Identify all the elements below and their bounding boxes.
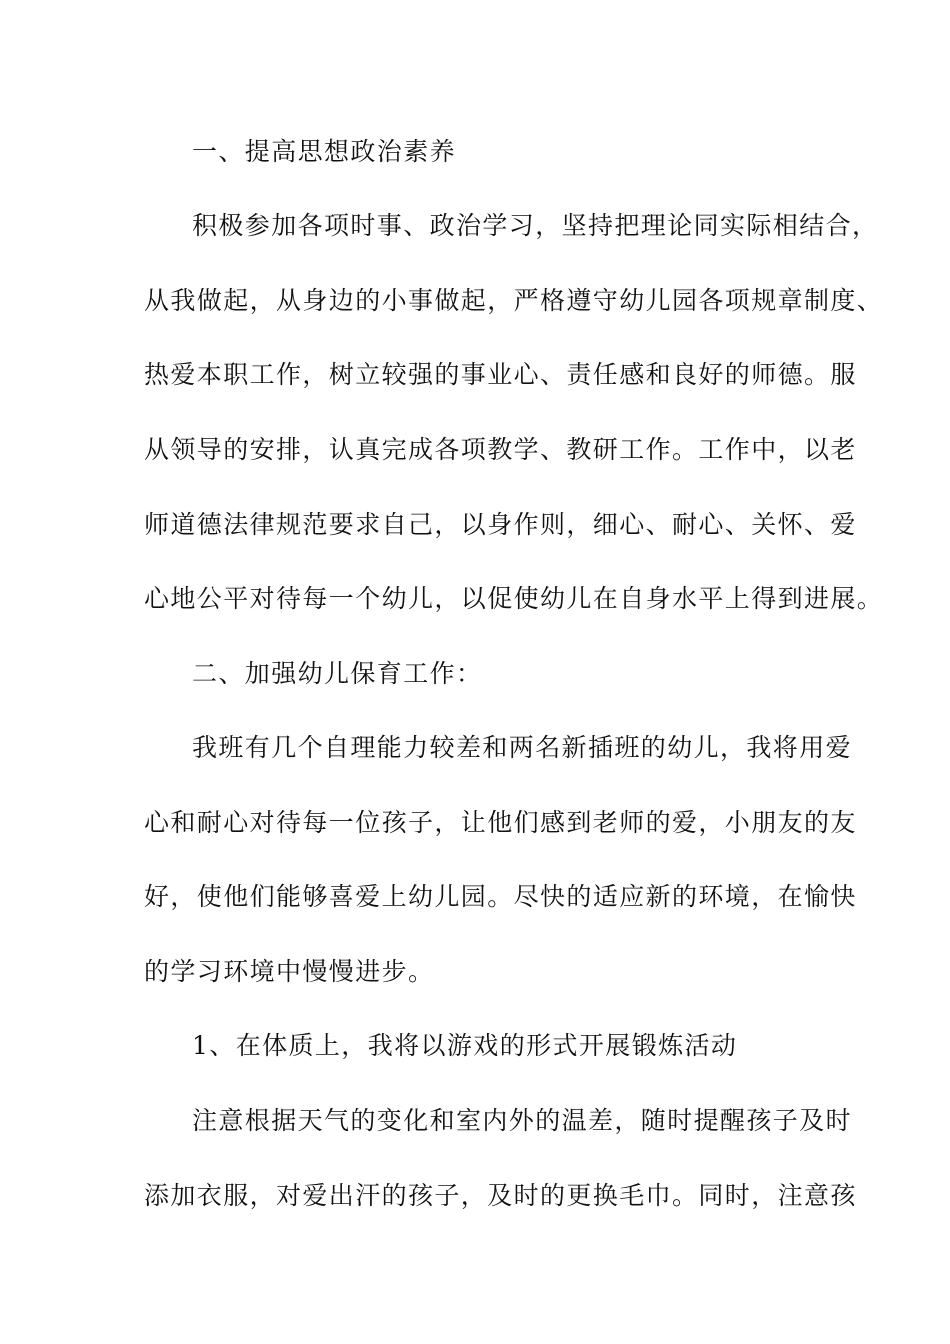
paragraph-line: 好，使他们能够喜爱上幼儿园。尽快的适应新的环境，在愉快 [144,882,857,911]
heading-childcare-work: 二、加强幼儿保育工作： [192,659,483,688]
paragraph-line: 注意根据天气的变化和室内外的温差，随时提醒孩子及时 [192,1106,853,1135]
paragraph-line: 的学习环境中慢慢进步。 [144,957,435,986]
paragraph-line: 师道德法律规范要求自己，以身作则，细心、耐心、关怀、爱 [144,510,857,539]
paragraph-line: 热爱本职工作，树立较强的事业心、责任感和良好的师德。服 [144,360,857,389]
paragraph-line: 积极参加各项时事、政治学习，坚持把理论同实际相结合， [192,211,879,240]
heading-political-literacy: 一、提高思想政治素养 [192,137,457,166]
paragraph-line: 我班有几个自理能力较差和两名新插班的幼儿，我将用爱 [192,733,853,762]
paragraph-line: 从我做起，从身边的小事做起，严格遵守幼儿园各项规章制度、 [144,286,884,315]
paragraph-line: 心地公平对待每一个幼儿，以促使幼儿在自身水平上得到进展。 [144,584,884,613]
paragraph-line: 从领导的安排，认真完成各项教学、教研工作。工作中，以老 [144,435,857,464]
paragraph-line: 心和耐心对待每一位孩子，让他们感到老师的爱，小朋友的友 [144,808,857,837]
subheading-physical: 1、在体质上，我将以游戏的形式开展锻炼活动 [192,1031,738,1060]
paragraph-line: 添加衣服，对爱出汗的孩子，及时的更换毛巾。同时，注意孩 [144,1181,857,1210]
